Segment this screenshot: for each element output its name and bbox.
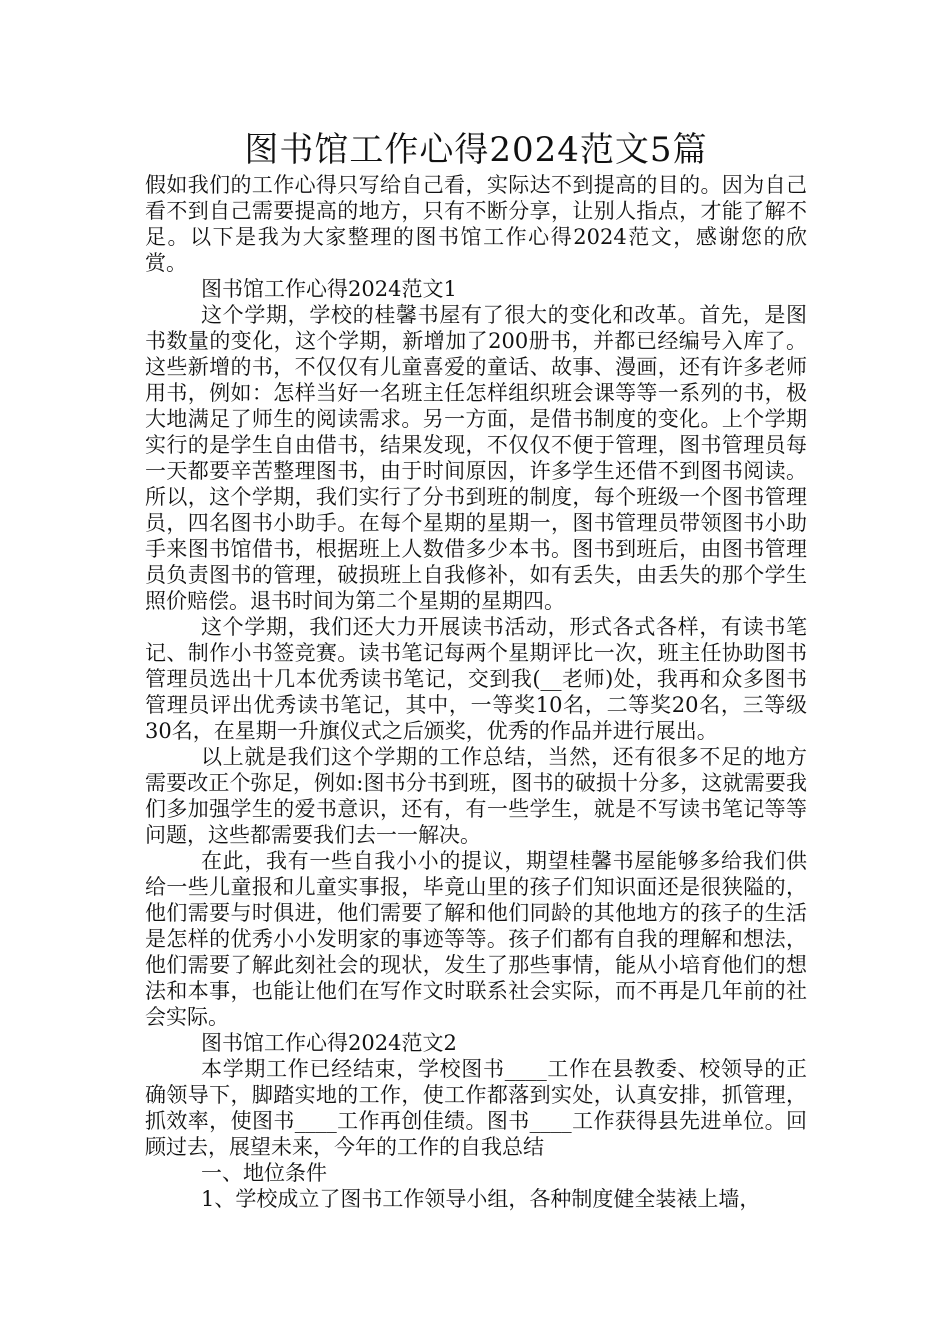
document-page (145, 128, 807, 1212)
paragraph: 一、地位条件 (201, 1161, 327, 1185)
paragraph: 假如我们的工作心得只写给自己看，实际达不到提高的目的。因为自己看不到自己需要提高的地方，只有不断分享，让别人指点，才能了解不足。以下是我为大家整理的图书馆工作心得2024范文，感谢您的欣赏。 (145, 173, 807, 275)
paragraph: 在此，我有一些自我小小的提议，期望桂馨书屋能够多给我们供给一些儿童报和儿童实事报，毕竟山里的孩子们知识面还是很狭隘的，他们需要与时俱进，他们需要了解和他们同龄的其他地方的孩子的生活是怎样的优秀小小发明家的事迹等等。孩子们都有自我的理解和想法，他们需要了解此刻社会的现状，发生了那些事情，能从小培育他们的想法和本事，也能让他们在写作文时联系社会实际，而不再是几年前的社会实际。 (145, 849, 807, 1029)
paragraph: 图书馆工作心得2024范文2 (201, 1031, 457, 1055)
document-title: 图书馆工作心得2024范文5篇 (244, 130, 708, 170)
paragraph: 这个学期，学校的桂馨书屋有了很大的变化和改革。首先，是图书数量的变化，这个学期，新增加了200册书，并都已经编号入库了。这些新增的书，不仅仅有儿童喜爱的童话、故事、漫画，还有许多老师用书，例如：怎样当好一名班主任怎样组织班会课等等一系列的书，极大地满足了师生的阅读需求。另一方面，是借书制度的变化。上个学期实行的是学生自由借书，结果发现，不仅仅不便于管理，图书管理员每一天都要辛苦整理图书，由于时间原因，许多学生还借不到图书阅读。所以，这个学期，我们实行了分书到班的制度，每个班级一个图书管理员，四名图书小助手。在每个星期的星期一，图书管理员带领图书小助手来图书馆借书，根据班上人数借多少本书。图书到班后，由图书管理员负责图书的管理，破损班上自我修补，如有丢失，由丢失的那个学生照价赔偿。退书时间为第二个星期的星期四。 (145, 303, 807, 613)
paragraph: 以上就是我们这个学期的工作总结，当然，还有很多不足的地方需要改正个弥足，例如:图书分书到班，图书的破损十分多，这就需要我们多加强学生的爱书意识，还有，有一些学生，就是不写读书笔记等等问题，这些都需要我们去一一解决。 (145, 745, 807, 847)
paragraph: 本学期工作已经结束，学校图书____工作在县教委、校领导的正确领导下，脚踏实地的工作，使工作都落到实处，认真安排，抓管理，抓效率，使图书____工作再创佳绩。图书____工作获得县先进单位。回顾过去，展望未来，今年的工作的自我总结 (145, 1057, 807, 1159)
paragraph: 1、学校成立了图书工作领导小组，各种制度健全装裱上墙， (201, 1187, 761, 1211)
document-body (145, 172, 807, 1212)
paragraph: 图书馆工作心得2024范文1 (201, 277, 457, 301)
paragraph: 这个学期，我们还大力开展读书活动，形式各式各样，有读书笔记、制作小书签竞赛。读书笔记每两个星期评比一次，班主任协助图书管理员选出十几本优秀读书笔记，交到我(__老师)处，我再和众多图书管理员评出优秀读书笔记，其中，一等奖10名，二等奖20名，三等级30名，在星期一升旗仪式之后颁奖，优秀的作品并进行展出。 (145, 615, 807, 743)
